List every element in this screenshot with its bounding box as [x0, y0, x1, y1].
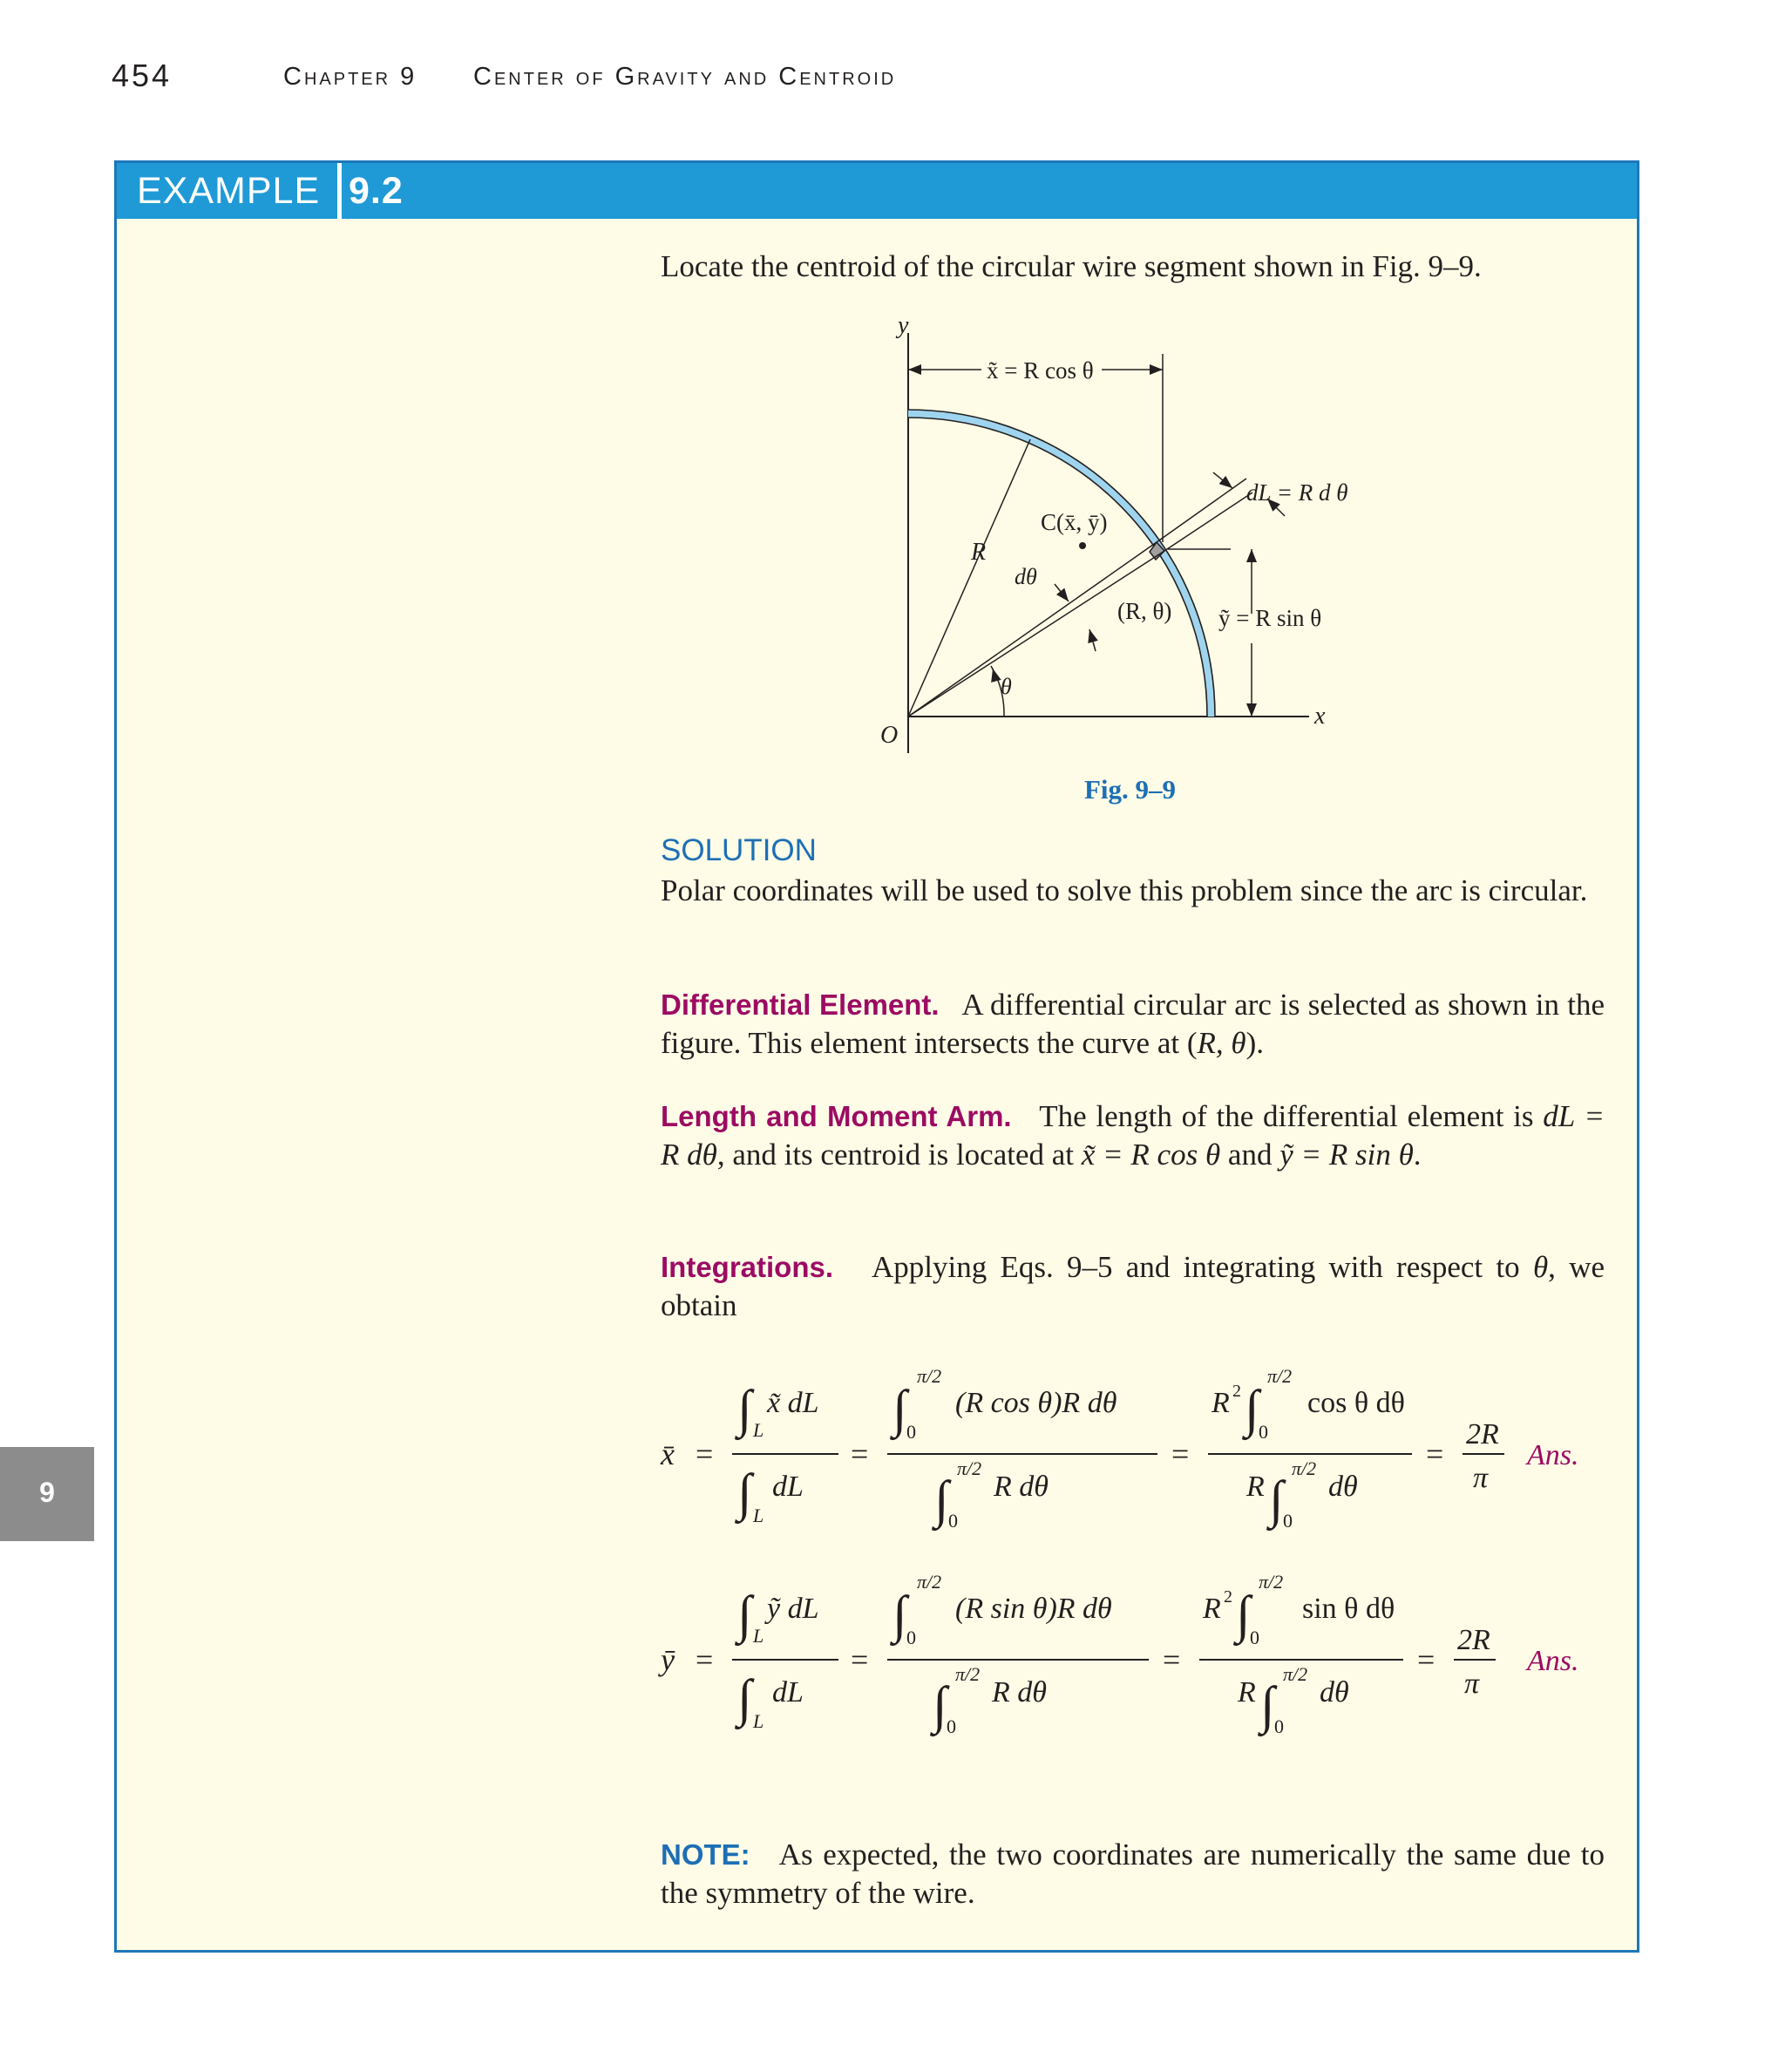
- eq2-upper-n2: π/2: [917, 1571, 942, 1593]
- eq2-equals-3: =: [1163, 1642, 1181, 1677]
- dtheta-arrow-1: [1055, 584, 1069, 601]
- example-header-bar: [117, 163, 1637, 219]
- length-math-1: dL = R dθ: [661, 1099, 1605, 1172]
- eq2-lower-n2: 0: [906, 1627, 916, 1648]
- length-moment-arm-heading: Length and Moment Arm.: [661, 1100, 1012, 1132]
- chapter-tab-number: 9: [39, 1477, 55, 1508]
- eq1-equals-1: =: [696, 1437, 714, 1471]
- eq2-sub-n1: L: [753, 1625, 764, 1647]
- eq1-coef-n3-exp: 2: [1232, 1382, 1241, 1401]
- eq1-n3: cos θ dθ: [1307, 1387, 1405, 1419]
- eq1-ans: Ans.: [1527, 1439, 1579, 1471]
- eq1-sub-n1: L: [753, 1419, 764, 1441]
- eq1-lower-d2: 0: [948, 1510, 958, 1532]
- eq1-lower-d3: 0: [1283, 1510, 1293, 1532]
- origin-label: O: [880, 722, 899, 749]
- eq2-d2: R dθ: [992, 1676, 1047, 1709]
- chapter-title: Center of Gravity and Centroid: [473, 63, 897, 91]
- integrations-text-a: Applying Eqs. 9–5 and integrating with respect to: [871, 1250, 1533, 1284]
- dtheta-label: dθ: [1015, 564, 1037, 589]
- solution-heading: SOLUTION: [661, 833, 817, 867]
- eq2-integral-n2: ∫: [892, 1586, 907, 1643]
- length-math-2: x̃ = R cos θ: [1081, 1138, 1221, 1172]
- dL-label: dL = R d θ: [1246, 479, 1348, 506]
- eq2-n1: ỹ dL: [767, 1593, 819, 1625]
- integrations-math: θ: [1532, 1250, 1549, 1284]
- eq1-integral-n3: ∫: [1245, 1380, 1259, 1437]
- eq2-coef-n3: R: [1203, 1593, 1221, 1625]
- x-axis-label: x: [1314, 703, 1326, 730]
- eq2-integral-n3: ∫: [1236, 1586, 1251, 1643]
- eq1-coef-n3: R: [1211, 1387, 1230, 1419]
- eq1-upper-n3: π/2: [1267, 1365, 1293, 1387]
- y-axis-label: y: [898, 314, 909, 339]
- eq2-integral-d1: ∫: [737, 1669, 752, 1727]
- example-number: 9.2: [349, 170, 404, 212]
- eq2-equals-1: =: [696, 1642, 714, 1677]
- eq1-upper-n2: π/2: [917, 1365, 942, 1387]
- equation-y-bar: [658, 1571, 1579, 1737]
- integrations-heading: Integrations.: [661, 1251, 834, 1283]
- extension-line-2: [1164, 493, 1252, 551]
- eq1-result-den: π: [1473, 1462, 1489, 1494]
- eq1-lower-n3: 0: [1259, 1421, 1268, 1443]
- length-text-a: The length of the differential element is: [1039, 1099, 1544, 1133]
- example-label: EXAMPLE: [137, 170, 321, 212]
- differential-text-a: A differential circular arc is selected as shown in the figure. This element intersects the curve at (: [661, 988, 1605, 1060]
- radius-label: R: [971, 539, 987, 566]
- eq2-integral-d3: ∫: [1260, 1676, 1275, 1734]
- eq2-n3: sin θ dθ: [1302, 1593, 1395, 1625]
- eq1-d3: dθ: [1328, 1471, 1358, 1503]
- theta-label: θ: [1001, 674, 1012, 699]
- eq2-upper-d2: π/2: [955, 1663, 981, 1685]
- eq2-integral-d2: ∫: [933, 1676, 947, 1734]
- eq2-upper-n3: π/2: [1259, 1571, 1284, 1593]
- eq1-d2: R dθ: [994, 1471, 1049, 1503]
- differential-element-paragraph: [661, 986, 1605, 1063]
- length-text-d: .: [1413, 1138, 1422, 1172]
- eq2-coef-d3: R: [1238, 1676, 1256, 1709]
- eq1-integral-n2: ∫: [892, 1380, 907, 1437]
- eq2-ans: Ans.: [1527, 1645, 1579, 1677]
- extension-line-1: [1157, 479, 1246, 542]
- note-text: As expected, the two coordinates are numerically the same due to the symmetry of the wire.: [661, 1838, 1605, 1910]
- equation-x-bar: [660, 1365, 1579, 1532]
- eq1-integral-d1: ∫: [737, 1464, 752, 1521]
- eq2-result-num: 2R: [1457, 1624, 1490, 1656]
- eq2-sub-d1: L: [753, 1710, 764, 1732]
- eq1-equals-4: =: [1426, 1437, 1444, 1471]
- eq1-d1: dL: [772, 1471, 804, 1503]
- eq1-upper-d3: π/2: [1292, 1457, 1317, 1479]
- page-number: 454: [112, 58, 173, 93]
- eq2-coef-n3-exp: 2: [1224, 1587, 1232, 1607]
- integrations-text-b: , we obtain: [661, 1250, 1605, 1322]
- eq1-n2: (R cos θ)R dθ: [955, 1387, 1117, 1419]
- integrations-paragraph: [661, 1248, 1605, 1325]
- differential-text-b: ).: [1245, 1026, 1264, 1060]
- chapter-tab: [0, 1447, 94, 1541]
- note-heading: NOTE:: [661, 1838, 750, 1871]
- eq1-sub-d1: L: [753, 1505, 764, 1526]
- eq2-d1: dL: [772, 1676, 804, 1709]
- example-divider: [337, 163, 342, 219]
- eq2-lower-d2: 0: [947, 1715, 956, 1737]
- eq2-lower-d3: 0: [1274, 1715, 1284, 1737]
- x-tilde-label: x̃ = R cos θ: [987, 357, 1094, 384]
- eq1-n1: x̃ dL: [767, 1387, 819, 1419]
- eq1-result-num: 2R: [1466, 1418, 1499, 1450]
- eq1-lower-n2: 0: [906, 1421, 916, 1443]
- problem-statement: Locate the centroid of the circular wire segment shown in Fig. 9–9.: [661, 249, 1482, 283]
- differential-element-heading: Differential Element.: [661, 988, 940, 1021]
- centroid-label: C(x̄, ȳ): [1041, 509, 1108, 535]
- radius-line: [908, 439, 1030, 717]
- figure-9-9: [854, 314, 1395, 767]
- eq1-lhs: x̄: [661, 1437, 675, 1471]
- differential-math: R, θ: [1197, 1026, 1246, 1060]
- centroid-point: [1079, 542, 1086, 549]
- length-text-c: and: [1220, 1138, 1280, 1172]
- length-math-3: ỹ = R sin θ: [1279, 1138, 1414, 1172]
- eq1-equals-2: =: [851, 1437, 869, 1471]
- figure-caption: Fig. 9–9: [1084, 774, 1177, 805]
- chapter-label: Chapter 9: [283, 63, 417, 91]
- eq2-result-den: π: [1464, 1668, 1480, 1700]
- eq1-equals-3: =: [1171, 1437, 1190, 1471]
- eq2-integral-n1: ∫: [737, 1586, 752, 1643]
- eq1-integral-d3: ∫: [1269, 1471, 1284, 1528]
- eq1-upper-d2: π/2: [957, 1457, 982, 1479]
- dL-arrow-1: [1213, 472, 1232, 488]
- eq2-lhs: ȳ: [661, 1642, 675, 1677]
- solution-intro: Polar coordinates will be used to solve this problem since the arc is circular.: [661, 873, 1588, 907]
- eq2-upper-d3: π/2: [1283, 1663, 1308, 1685]
- eq1-integral-d2: ∫: [934, 1471, 949, 1528]
- length-text-b: , and its centroid is located at: [716, 1138, 1082, 1172]
- eq2-lower-n3: 0: [1250, 1627, 1259, 1648]
- point-label: (R, θ): [1117, 598, 1172, 624]
- eq2-n2: (R sin θ)R dθ: [955, 1593, 1112, 1625]
- note-paragraph: [661, 1836, 1605, 1912]
- y-tilde-label: ỹ = R sin θ: [1218, 605, 1322, 631]
- dtheta-arrow-2: [1089, 629, 1096, 651]
- eq2-equals-2: =: [851, 1642, 869, 1677]
- centroid-equations: [645, 1342, 1621, 1796]
- length-moment-arm-paragraph: [661, 1097, 1605, 1174]
- eq1-integral-n1: ∫: [737, 1380, 752, 1437]
- eq1-coef-d3: R: [1246, 1471, 1265, 1503]
- eq2-d3: dθ: [1320, 1676, 1349, 1709]
- eq2-equals-4: =: [1417, 1642, 1435, 1677]
